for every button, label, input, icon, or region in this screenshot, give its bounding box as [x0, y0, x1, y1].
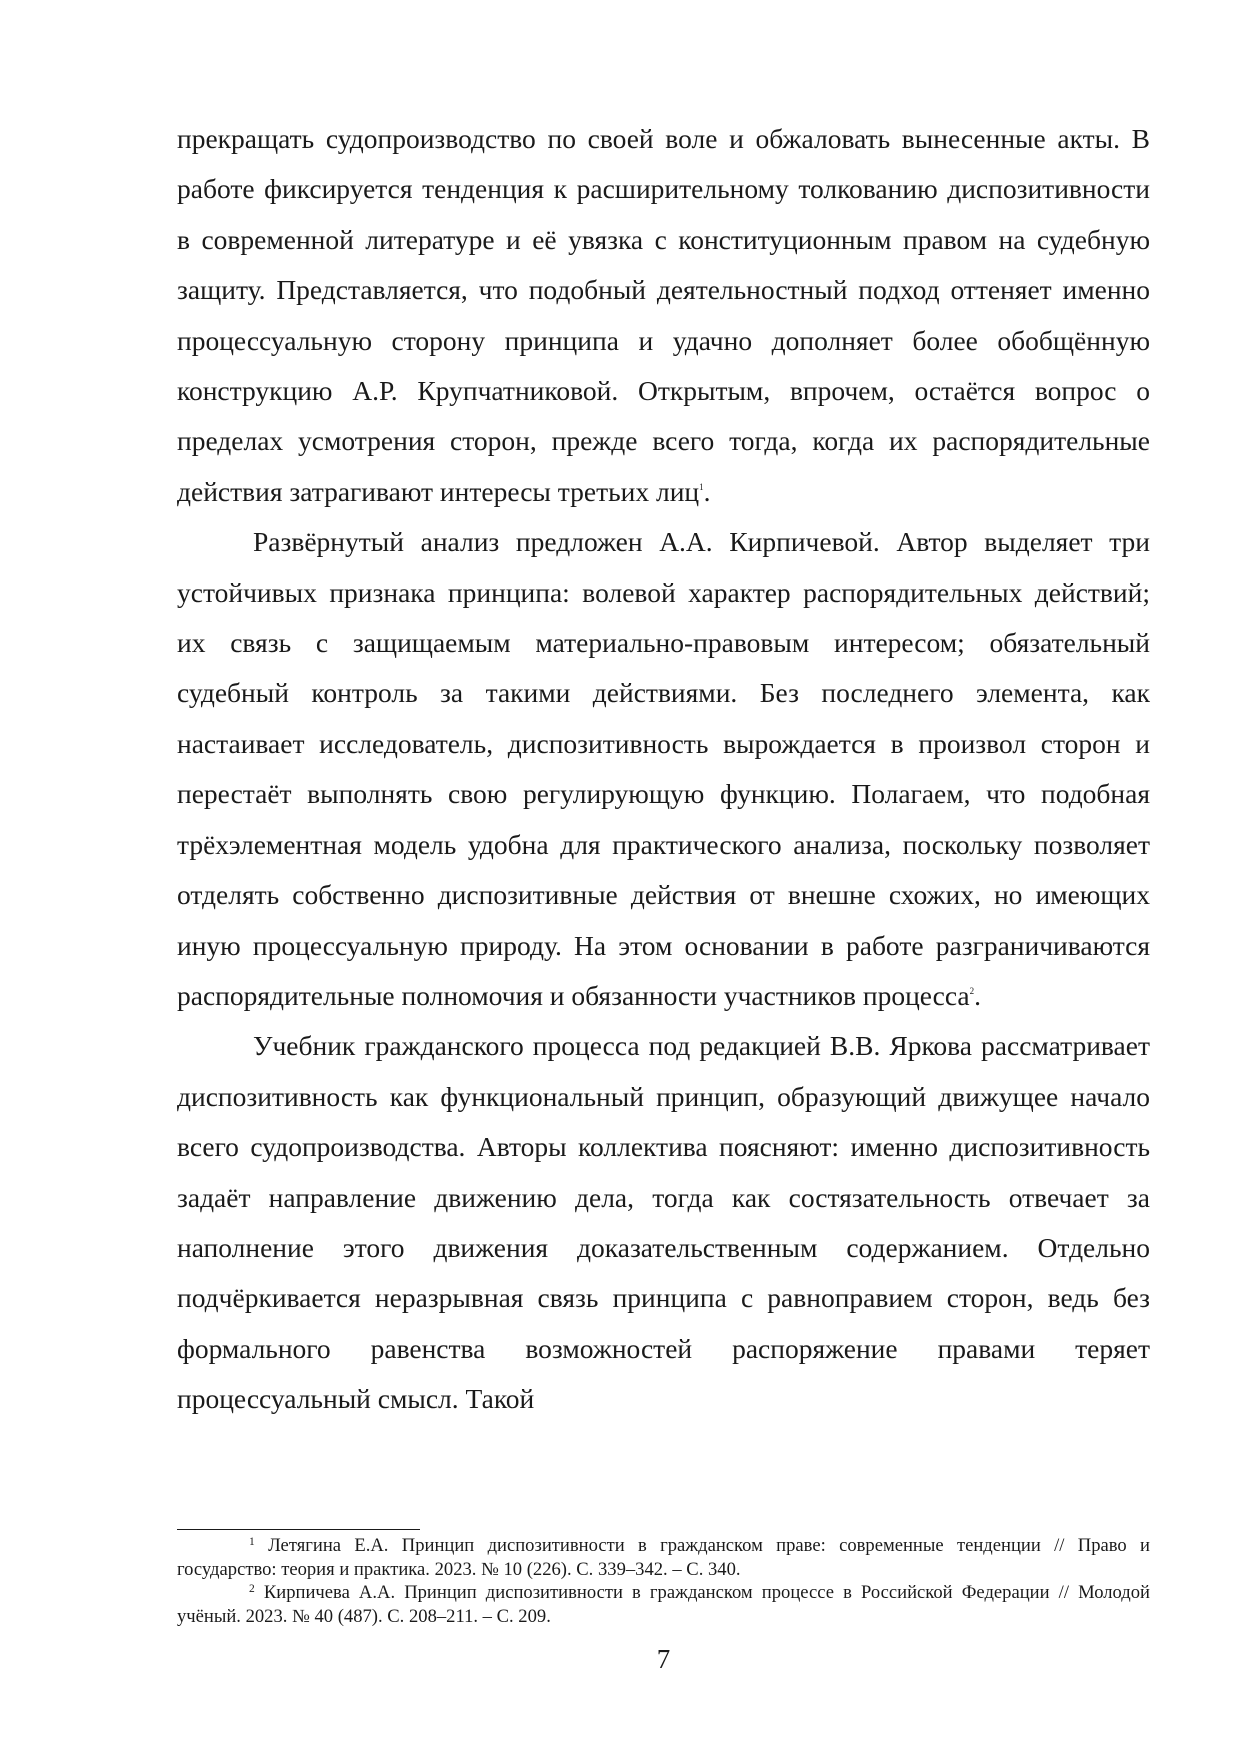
- paragraph-2: [177, 517, 1150, 1021]
- footnote-1: [177, 1534, 1150, 1581]
- footnote-2-text: Кирпичева А.А. Принцип диспозитивности в гражданском процессе в Российской Федерации // Молодой учёный. 2023. № 40 (487). С. 208–211. – С. 209.: [177, 1582, 1150, 1627]
- paragraph-2-text: Развёрнутый анализ предложен А.А. Кирпичевой. Автор выделяет три устойчивых признака принципа: волевой характер распорядительных действий; их связь с защищаемым материально-правовым интересом; обязательный судебный контроль за такими действиями. Без последнего элемента, как настаивает исследователь, диспозитивность вырождается в произвол сторон и перестаёт выполнять свою регулирующую функцию. Полагаем, что подобная трёхэлементная модель удобна для практического анализа, поскольку позволяет отделять собственно диспозитивные действия от внешне схожих, но имеющих иную процессуальную природу. На этом основании в работе разграничиваются распорядительные полномочия и обязанности участников процесса: [177, 526, 1150, 1011]
- paragraph-1-end: .: [703, 475, 711, 507]
- footnote-2: [177, 1581, 1150, 1628]
- paragraph-3: [177, 1021, 1150, 1424]
- footnote-separator: [177, 1529, 420, 1530]
- paragraph-3-text: Учебник гражданского процесса под редакцией В.В. Яркова рассматривает диспозитивность как функциональный принцип, образующий движущее начало всего судопроизводства. Авторы коллектива поясняют: именно диспозитивность задаёт направление движению дела, тогда как состязательность отвечает за наполнение этого движения доказательственным содержанием. Отдельно подчёркивается неразрывная связь принципа с равноправием сторон, ведь без формального равенства возможностей распоряжение правами теряет процессуальный смысл. Такой: [177, 1030, 1150, 1415]
- footnote-1-text: Летягина Е.А. Принцип диспозитивности в гражданском праве: современные тенденции // Право и государство: теория и практика. 2023. № 10 (226). С. 339–342. – С. 340.: [177, 1535, 1150, 1580]
- body-text: [177, 114, 1150, 1425]
- footnote-1-number: 1: [249, 1536, 255, 1548]
- footnote-reference-2[interactable]: 2: [969, 985, 975, 996]
- paragraph-1: [177, 114, 1150, 517]
- footnote-2-number: 2: [249, 1583, 255, 1595]
- paragraph-2-end: .: [974, 979, 982, 1011]
- page-number: 7: [656, 1644, 671, 1674]
- paragraph-1-text: прекращать судопроизводство по своей воле и обжаловать вынесенные акты. В работе фиксируется тенденция к расширительному толкованию диспозитивности в современной литературе и её увязка с конституционным правом на судебную защиту. Представляется, что подобный деятельностный подход оттеняет именно процессуальную сторону принципа и удачно дополняет более обобщённую конструкцию А.Р. Крупчатниковой. Открытым, впрочем, остаётся вопрос о пределах усмотрения сторон, прежде всего тогда, когда их распорядительные действия затрагивают интересы третьих лиц: [177, 123, 1150, 507]
- footnote-reference-1[interactable]: 1: [699, 481, 704, 492]
- footnotes: [177, 1534, 1150, 1628]
